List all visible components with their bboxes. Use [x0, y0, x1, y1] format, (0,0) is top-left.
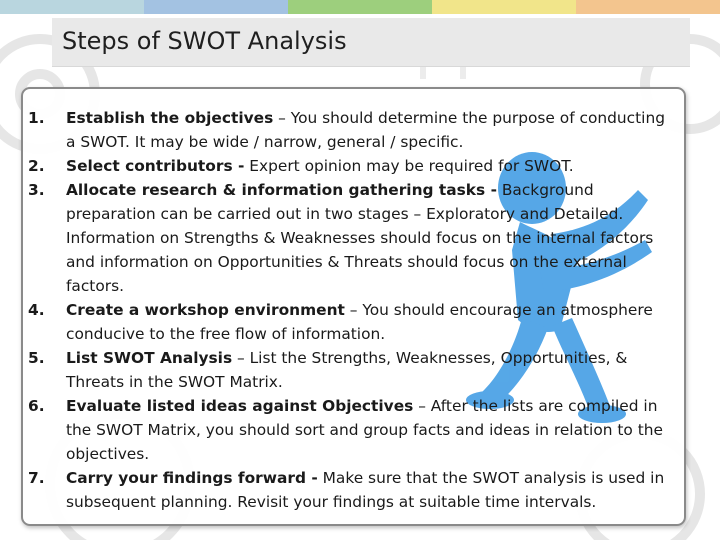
step-heading: Allocate research & information gathering tasks -	[66, 181, 497, 199]
step-item	[28, 298, 673, 346]
steps-list	[28, 106, 673, 514]
step-text: – After the lists are compiled in the SWOT Matrix, you should sort and group facts and ideas in relation to the objectives.	[66, 397, 663, 463]
step-item	[28, 466, 673, 514]
step-number: 7.	[28, 469, 45, 487]
step-number: 1.	[28, 109, 45, 127]
step-item	[28, 178, 673, 298]
color-segment-1	[0, 0, 144, 14]
color-segment-5	[576, 0, 720, 14]
color-segment-3	[288, 0, 432, 14]
color-segment-2	[144, 0, 288, 14]
step-number: 3.	[28, 181, 45, 199]
slide-title: Steps of SWOT Analysis	[62, 27, 347, 55]
title-bar	[52, 18, 690, 67]
step-heading: Create a workshop environment	[66, 301, 345, 319]
step-heading: List SWOT Analysis	[66, 349, 233, 367]
top-color-bar	[0, 0, 720, 14]
step-text: – List the Strengths, Weaknesses, Opportunities, & Threats in the SWOT Matrix.	[66, 349, 628, 391]
step-heading: Carry your findings forward -	[66, 469, 318, 487]
step-text: – You should encourage an atmosphere conducive to the free flow of information.	[66, 301, 653, 343]
step-number: 4.	[28, 301, 45, 319]
step-item	[28, 346, 673, 394]
step-heading: Evaluate listed ideas against Objectives	[66, 397, 414, 415]
step-item	[28, 394, 673, 466]
step-heading: Select contributors -	[66, 157, 245, 175]
color-segment-4	[432, 0, 576, 14]
step-number: 5.	[28, 349, 45, 367]
step-text: Expert opinion may be required for SWOT.	[244, 157, 574, 175]
step-text: – You should determine the purpose of conducting a SWOT. It may be wide / narrow, general / specific.	[66, 109, 665, 151]
step-number: 6.	[28, 397, 45, 415]
step-item	[28, 106, 673, 154]
step-number: 2.	[28, 157, 45, 175]
step-text: Make sure that the SWOT analysis is used in subsequent planning. Revisit your findings at suitable time intervals.	[66, 469, 665, 511]
step-heading: Establish the objectives	[66, 109, 274, 127]
step-item	[28, 154, 673, 178]
step-text: Background preparation can be carried out in two stages – Exploratory and Detailed. Information on Strengths & Weaknesses should focus on the internal factors and information on Opportunities & Threats should focus on the external factors.	[66, 181, 654, 295]
